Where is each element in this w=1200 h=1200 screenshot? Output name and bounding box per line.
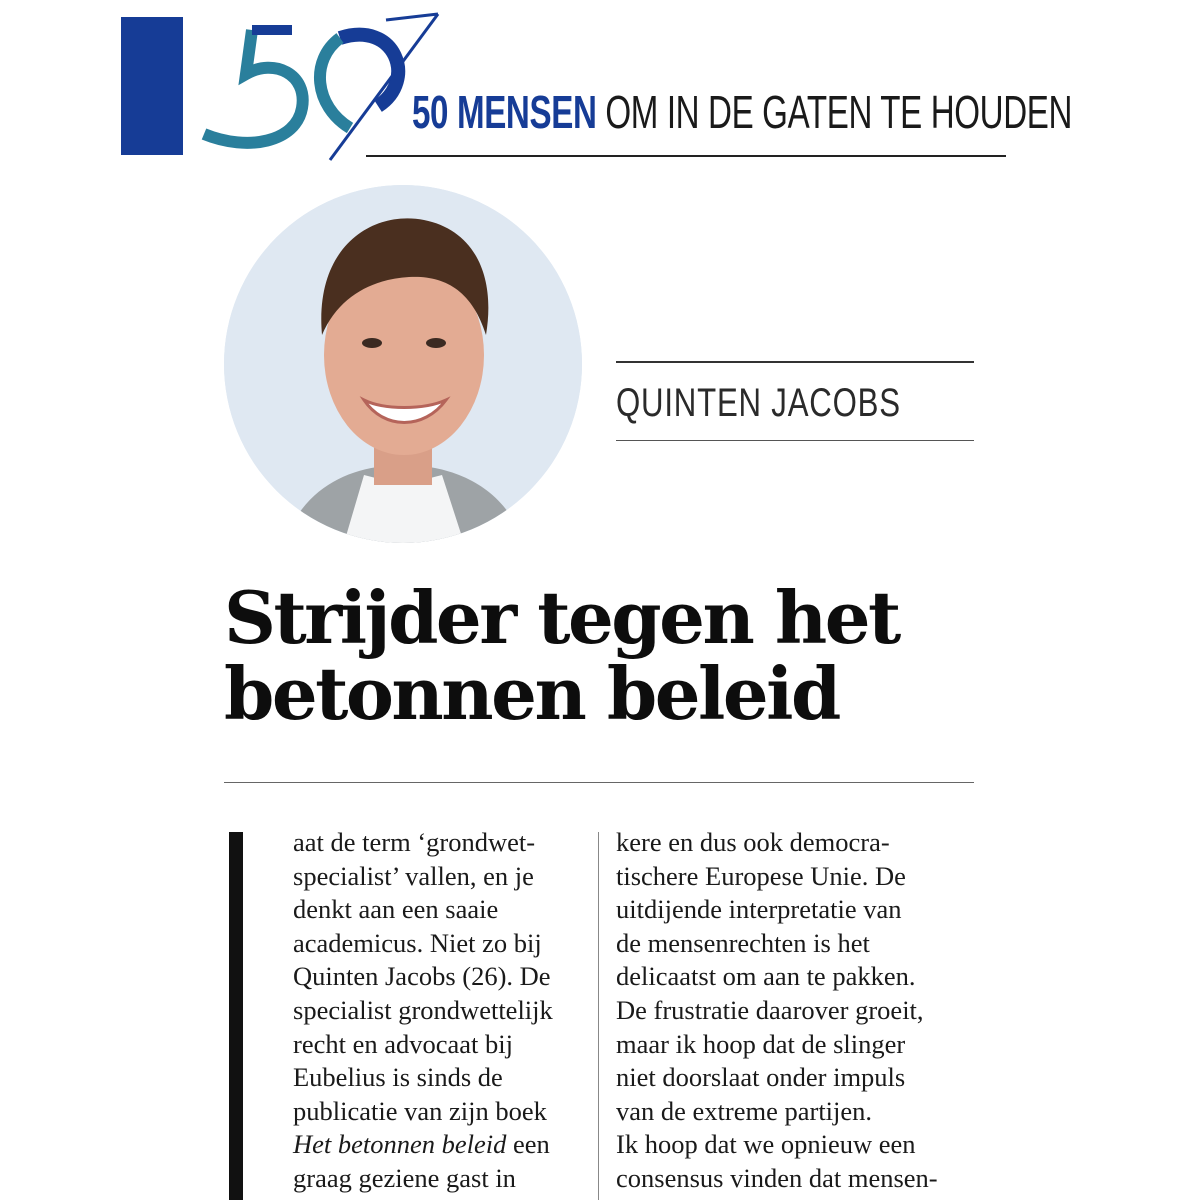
book-title-suffix: een: [506, 1129, 550, 1160]
headline-rule: [224, 782, 974, 783]
body-line-book: [293, 1128, 593, 1162]
body-column-right: [616, 826, 996, 1196]
kicker-rest: OM IN DE GATEN TE HOUDEN: [596, 86, 1073, 138]
body-line: uitdijende interpretatie van: [616, 894, 902, 925]
body-line: graag geziene gast in: [293, 1162, 516, 1193]
body-line: aat de term ‘grondwet-: [293, 827, 536, 857]
author-portrait: [224, 185, 582, 543]
book-title: Het betonnen beleid: [293, 1129, 507, 1160]
series-kicker: [412, 82, 1072, 142]
body-line: specialist grondwettelijk: [293, 994, 553, 1025]
body-column-left: [293, 826, 593, 1196]
name-rule-top: [616, 361, 974, 363]
body-line: consensus vinden dat mensen-: [616, 1162, 938, 1193]
body-line: van de extreme partijen.: [616, 1095, 873, 1126]
body-line: specialist’ vallen, en je: [293, 860, 534, 891]
body-line: kere en dus ook democra-: [616, 827, 890, 857]
body-line: delicaatst om aan te pakken.: [616, 961, 916, 992]
body-line: Eubelius is sinds de: [293, 1062, 503, 1093]
logo-blue-bar: [121, 17, 183, 155]
body-line: academicus. Niet zo bij: [293, 927, 542, 958]
article-headline: Strijder tegen het betonnen beleid: [224, 575, 899, 736]
column-divider: [598, 832, 599, 1200]
body-line: recht en advocaat bij: [293, 1028, 513, 1059]
portrait-illustration: [224, 185, 582, 543]
body-line: de mensenrechten is het: [616, 927, 870, 958]
body-line: tischere Europese Unie. De: [616, 860, 906, 891]
kicker-bold: 50 MENSEN: [412, 86, 597, 138]
body-line: niet doorslaat onder impuls: [616, 1062, 906, 1093]
fifty-logo-icon: [190, 10, 450, 170]
body-line: denkt aan een saaie: [293, 894, 499, 925]
body-line: publicatie van zijn boek: [293, 1095, 547, 1126]
body-line: Ik hoop dat we opnieuw een: [616, 1129, 916, 1160]
header-rule: [366, 155, 1006, 157]
dropcap-bar: [229, 832, 243, 1200]
body-line: maar ik hoop dat de slinger: [616, 1028, 906, 1059]
name-rule-bottom: [616, 440, 974, 441]
author-name: QUINTEN JACOBS: [616, 381, 901, 425]
body-line: De frustratie daarover groeit,: [616, 994, 924, 1025]
body-line: Quinten Jacobs (26). De: [293, 961, 551, 992]
